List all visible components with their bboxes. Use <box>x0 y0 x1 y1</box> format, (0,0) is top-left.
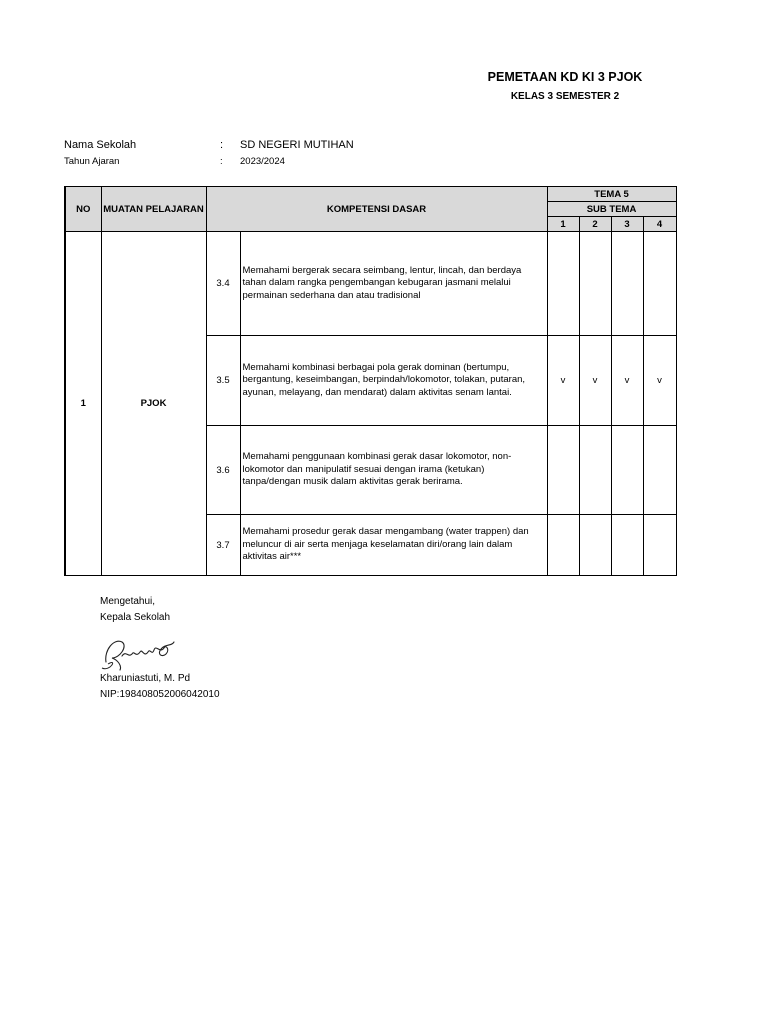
principal-role: Kepala Sekolah <box>100 612 171 623</box>
kd-code: 3.7 <box>206 515 240 576</box>
subtheme-number: 1 <box>547 217 579 232</box>
subtheme-mark <box>611 515 643 576</box>
kd-text: Memahami prosedur gerak dasar mengambang (water trappen) dan meluncur di air serta menjaga keselamatan diri/orang lain dalam aktivitas air*** <box>240 515 547 576</box>
header-no: NO <box>65 187 101 232</box>
subtheme-mark <box>579 232 611 336</box>
kd-code: 3.4 <box>206 232 240 336</box>
subtheme-mark <box>579 515 611 576</box>
acknowledged-label: Mengetahui, <box>100 596 156 607</box>
subtheme-mark: v <box>547 336 579 426</box>
kd-text: Memahami bergerak secara seimbang, lentur, lincah, dan berdaya tahan dalam rangka pengembangan kebugaran jasmani melalui permainan sederhana dan atau tradisional <box>240 232 547 336</box>
subtheme-number: 2 <box>579 217 611 232</box>
subtheme-mark <box>547 515 579 576</box>
year-separator: : <box>220 156 223 167</box>
header-subject: MUATAN PELAJARAN <box>101 187 206 232</box>
subtheme-number: 3 <box>611 217 643 232</box>
principal-name: Kharuniastuti, M. Pd <box>100 673 191 684</box>
header-theme: TEMA 5 <box>547 187 676 202</box>
kd-mapping-table <box>64 186 677 576</box>
kd-code: 3.6 <box>206 426 240 515</box>
school-separator: : <box>220 139 224 151</box>
subtheme-mark <box>547 232 579 336</box>
subtheme-mark <box>643 232 676 336</box>
subtheme-mark <box>611 426 643 515</box>
principal-nip: NIP:198408052006042010 <box>100 689 220 700</box>
kd-text: Memahami penggunaan kombinasi gerak dasar lokomotor, non-lokomotor dan manipulatif sesuai dengan irama (ketukan) tanpa/dengan musik dalam aktivitas gerak berirama. <box>240 426 547 515</box>
page-title: PEMETAAN KD KI 3 PJOK <box>487 70 643 84</box>
subtheme-mark <box>579 426 611 515</box>
kd-text: Memahami kombinasi berbagai pola gerak dominan (bertumpu, bergantung, keseimbangan, berpindah/lokomotor, tolakan, putaran, ayunan, melayang, dan mendarat) dalam aktivitas senam lantai. <box>240 336 547 426</box>
subtheme-mark: v <box>579 336 611 426</box>
year-label: Tahun Ajaran <box>64 156 120 167</box>
subtheme-mark <box>643 515 676 576</box>
header-subtheme: SUB TEMA <box>547 202 676 217</box>
kd-code: 3.5 <box>206 336 240 426</box>
year-value: 2023/2024 <box>240 156 285 167</box>
subtheme-mark <box>611 232 643 336</box>
row-no: 1 <box>65 232 101 576</box>
school-label: Nama Sekolah <box>64 139 137 151</box>
subtheme-number: 4 <box>643 217 676 232</box>
subtheme-mark: v <box>643 336 676 426</box>
table-row <box>65 232 676 336</box>
subtheme-mark <box>643 426 676 515</box>
subtheme-mark <box>547 426 579 515</box>
subtheme-mark: v <box>611 336 643 426</box>
handwritten-signature <box>100 628 180 676</box>
school-value: SD NEGERI MUTIHAN <box>240 139 354 151</box>
page-subtitle: KELAS 3 SEMESTER 2 <box>510 91 620 102</box>
subject-cell: PJOK <box>101 232 206 576</box>
header-kd: KOMPETENSI DASAR <box>206 187 547 232</box>
